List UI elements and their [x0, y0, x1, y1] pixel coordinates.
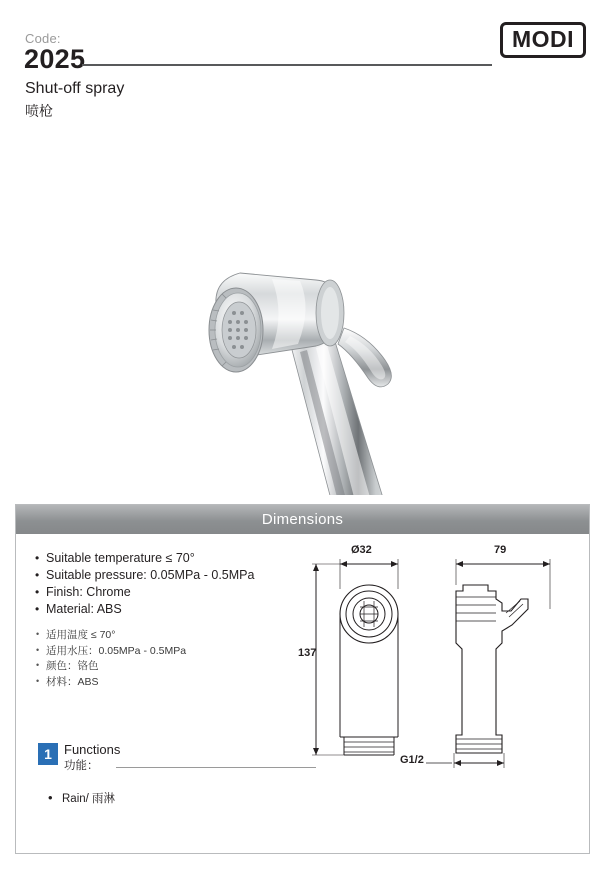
page-header: [0, 0, 605, 140]
code-label: Code:: [25, 31, 61, 46]
dimension-diameter: Ø32: [351, 544, 372, 556]
functions-title-en: Functions: [64, 742, 121, 757]
list-item: • 材料：ABS: [34, 675, 304, 691]
list-item: • Material: ABS: [34, 601, 304, 618]
list-item: • Rain/ 雨淋: [48, 791, 115, 807]
technical-drawings: [298, 539, 589, 849]
dimensions-panel: [15, 504, 590, 854]
dimension-thread: G1/2: [400, 754, 424, 766]
dimension-height: 137: [298, 647, 317, 659]
list-item: • 适用水压：0.05MPa - 0.5MPa: [34, 644, 304, 660]
functions-title-cn: 功能：: [64, 760, 99, 772]
product-image: [0, 130, 605, 495]
list-item: • Suitable temperature ≤ 70°: [34, 550, 304, 567]
header-divider: [82, 64, 492, 66]
functions-badge: 1: [38, 743, 58, 765]
spec-list-cn: [34, 628, 304, 690]
product-illustration: [0, 130, 605, 495]
product-title-en: Shut-off spray: [25, 80, 125, 97]
dimension-width: 79: [494, 544, 507, 556]
code-number: 2025: [24, 44, 86, 74]
dimension-drawing-svg: [306, 539, 589, 849]
panel-title: Dimensions: [16, 505, 589, 534]
product-title-cn: 喷枪: [25, 103, 53, 119]
functions-divider: [116, 767, 316, 768]
list-item: • 适用温度 ≤ 70°: [34, 628, 304, 644]
list-item: • 颜色：铬色: [34, 659, 304, 675]
list-item: • Finish: Chrome: [34, 584, 304, 601]
brand-logo: MODI: [500, 22, 586, 58]
spec-list-en: [34, 550, 304, 618]
list-item: • Suitable pressure: 0.05MPa - 0.5MPa: [34, 567, 304, 584]
functions-list: [48, 791, 115, 807]
specifications: [34, 550, 304, 690]
